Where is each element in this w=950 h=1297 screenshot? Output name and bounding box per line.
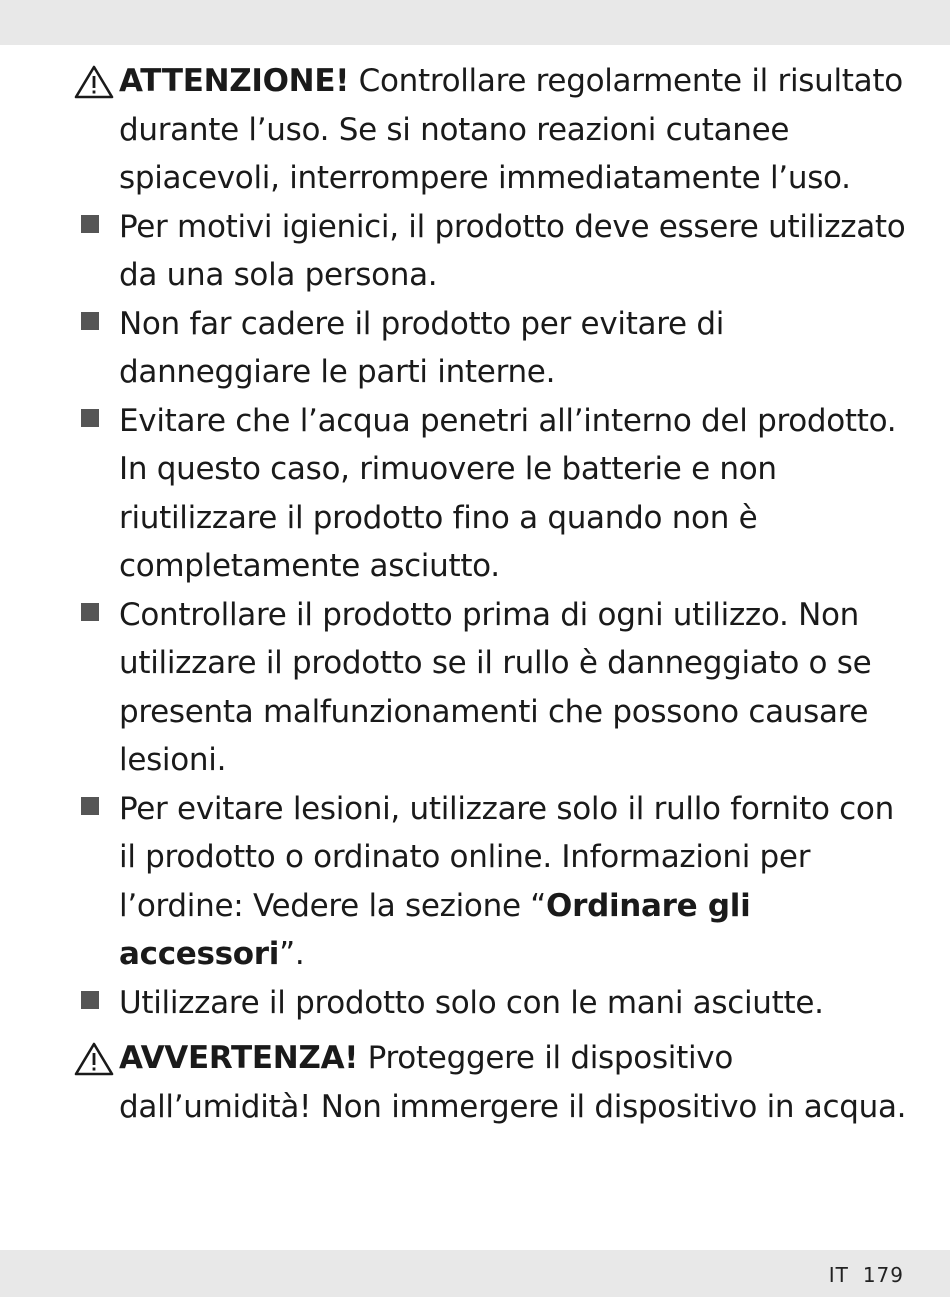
bullet-marker — [74, 203, 119, 251]
square-bullet-icon — [81, 215, 99, 233]
bullet-item — [74, 591, 914, 785]
bullet-marker — [74, 591, 119, 639]
bullet-text: Non far cadere il prodotto per evitare di danneggiare le parti interne. — [119, 305, 725, 390]
bullet-marker — [74, 300, 119, 348]
square-bullet-icon — [81, 409, 99, 427]
bullet-text-end: ”. — [279, 936, 305, 972]
footer-band — [0, 1250, 950, 1297]
bullet-item — [74, 300, 914, 397]
warning-text: Controllare regolarmente il risultato durante l’uso. Se si notano reazioni cutanee spiacevoli, interrompere immediatamente l’uso. — [119, 63, 903, 196]
warning-triangle-icon — [74, 65, 114, 99]
bullet-item — [74, 979, 914, 1028]
bullet-text: Evitare che l’acqua penetri all’interno del prodotto. In questo caso, rimuovere le batterie e non riutilizzare il prodotto fino a quando non è completamente asciutto. — [119, 402, 897, 584]
bullet-marker — [74, 979, 119, 1027]
section-reference: Ordinare gli accessori — [119, 887, 751, 972]
page-footer — [829, 1263, 904, 1287]
bullet-marker — [74, 785, 119, 833]
bullet-text: Per motivi igienici, il prodotto deve essere utilizzato da una sola persona. — [119, 208, 906, 293]
top-band — [0, 0, 950, 45]
warning-block-attenzione — [74, 57, 914, 203]
bullet-text: Per evitare lesioni, utilizzare solo il rullo fornito con il prodotto o ordinato online. Informazioni per l’ordine: Vedere la sezione “ — [119, 790, 894, 924]
warning-block-avvertenza — [74, 1034, 914, 1131]
bullet-marker — [74, 397, 119, 445]
manual-content — [74, 57, 914, 1131]
square-bullet-icon — [81, 797, 99, 815]
warning-label: ATTENZIONE! — [119, 63, 350, 99]
bullet-item — [74, 397, 914, 591]
square-bullet-icon — [81, 991, 99, 1009]
warning-marker — [74, 57, 119, 105]
bullet-item — [74, 203, 914, 300]
warning-triangle-icon — [74, 1042, 114, 1076]
bullet-text: Utilizzare il prodotto solo con le mani asciutte. — [119, 984, 824, 1021]
warning-label: AVVERTENZA! — [119, 1040, 359, 1076]
language-code: IT — [828, 1263, 849, 1287]
warning-text: Proteggere il dispositivo dall’umidità! Non immergere il dispositivo in acqua. — [119, 1040, 907, 1125]
bullet-item — [74, 785, 914, 979]
warning-marker — [74, 1034, 119, 1082]
square-bullet-icon — [81, 603, 99, 621]
bullet-text: Controllare il prodotto prima di ogni utilizzo. Non utilizzare il prodotto se il rullo è danneggiato o se presenta malfunzionamenti che possono causare lesioni. — [119, 596, 872, 778]
page-number: 179 — [862, 1263, 904, 1287]
square-bullet-icon — [81, 312, 99, 330]
